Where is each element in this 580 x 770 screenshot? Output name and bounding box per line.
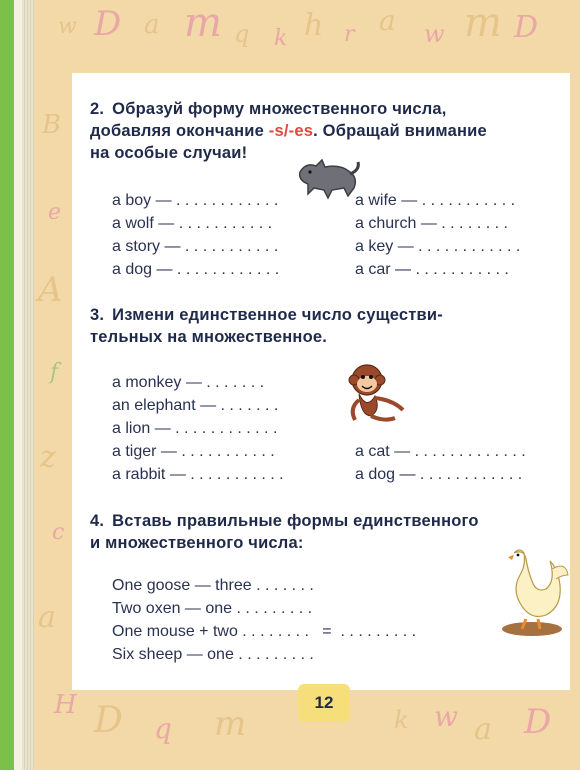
exercise-4-item-1: One goose — three . . . . . . . — [112, 577, 314, 594]
exercise-2-right-item-1: a wife — . . . . . . . . . . . — [355, 192, 516, 209]
exercise-3-left-item-2: an elephant — . . . . . . . — [112, 397, 279, 414]
exercise-2-title-part4: на особые случаи! — [90, 144, 248, 162]
page-number: 12 — [298, 684, 350, 722]
exercise-4-title-line1: Вставь правильные формы единственного — [112, 512, 479, 530]
wolf-illustration — [292, 152, 362, 200]
goose-illustration — [490, 545, 570, 640]
exercise-2-left-item-1: a boy — . . . . . . . . . . . . — [112, 192, 279, 209]
exercise-4-item-4: Six sheep — one . . . . . . . . . — [112, 646, 314, 663]
exercise-3-left-item-3: a lion — . . . . . . . . . . . . — [112, 420, 278, 437]
exercise-3-title-line2: тельных на множественное. — [90, 328, 328, 346]
exercise-2-title-part1: Образуй форму множественного числа, — [112, 100, 447, 118]
exercise-3-left-item-4: a tiger — . . . . . . . . . . . — [112, 443, 275, 460]
exercise-2-left-item-3: a story — . . . . . . . . . . . — [112, 238, 279, 255]
exercise-2-right-item-2: a church — . . . . . . . . — [355, 215, 508, 232]
exercise-2-title-part2: добавляя окончание — [90, 122, 264, 140]
exercise-2-right-item-3: a key — . . . . . . . . . . . . — [355, 238, 521, 255]
exercise-2-right-item-4: a car — . . . . . . . . . . . — [355, 261, 509, 278]
exercise-2-left-item-4: a dog — . . . . . . . . . . . . — [112, 261, 280, 278]
exercise-2-number: 2. — [90, 100, 105, 118]
exercise-4-item-2: Two oxen — one . . . . . . . . . — [112, 600, 313, 617]
exercise-2-ending: -s/-es — [268, 122, 314, 140]
decorative-frame: w D a m q k h r a w m D B e A f z c a H D q m k w a D — [34, 0, 580, 770]
exercise-2-left-item-2: a wolf — . . . . . . . . . . . — [112, 215, 273, 232]
exercise-3-left-item-5: a rabbit — . . . . . . . . . . . — [112, 466, 284, 483]
exercise-4-title-line2: и множественного числа: — [90, 534, 304, 552]
exercise-3-right-item-1: a cat — . . . . . . . . . . . . . — [355, 443, 526, 460]
exercise-4-item-3: One mouse + two . . . . . . . . = . . . . . . . . . — [112, 623, 417, 640]
monkey-illustration — [345, 360, 415, 430]
exercise-3-title — [90, 304, 560, 348]
exercise-3-number: 3. — [90, 306, 105, 324]
exercise-3-right-item-2: a dog — . . . . . . . . . . . . — [355, 466, 523, 483]
exercise-2-title-part3: . Обращай внимание — [313, 122, 487, 140]
exercise-4-number: 4. — [90, 512, 105, 530]
exercise-3-title-line1: Измени единственное число существи- — [112, 306, 443, 324]
exercise-3-left-item-1: a monkey — . . . . . . . — [112, 374, 265, 391]
